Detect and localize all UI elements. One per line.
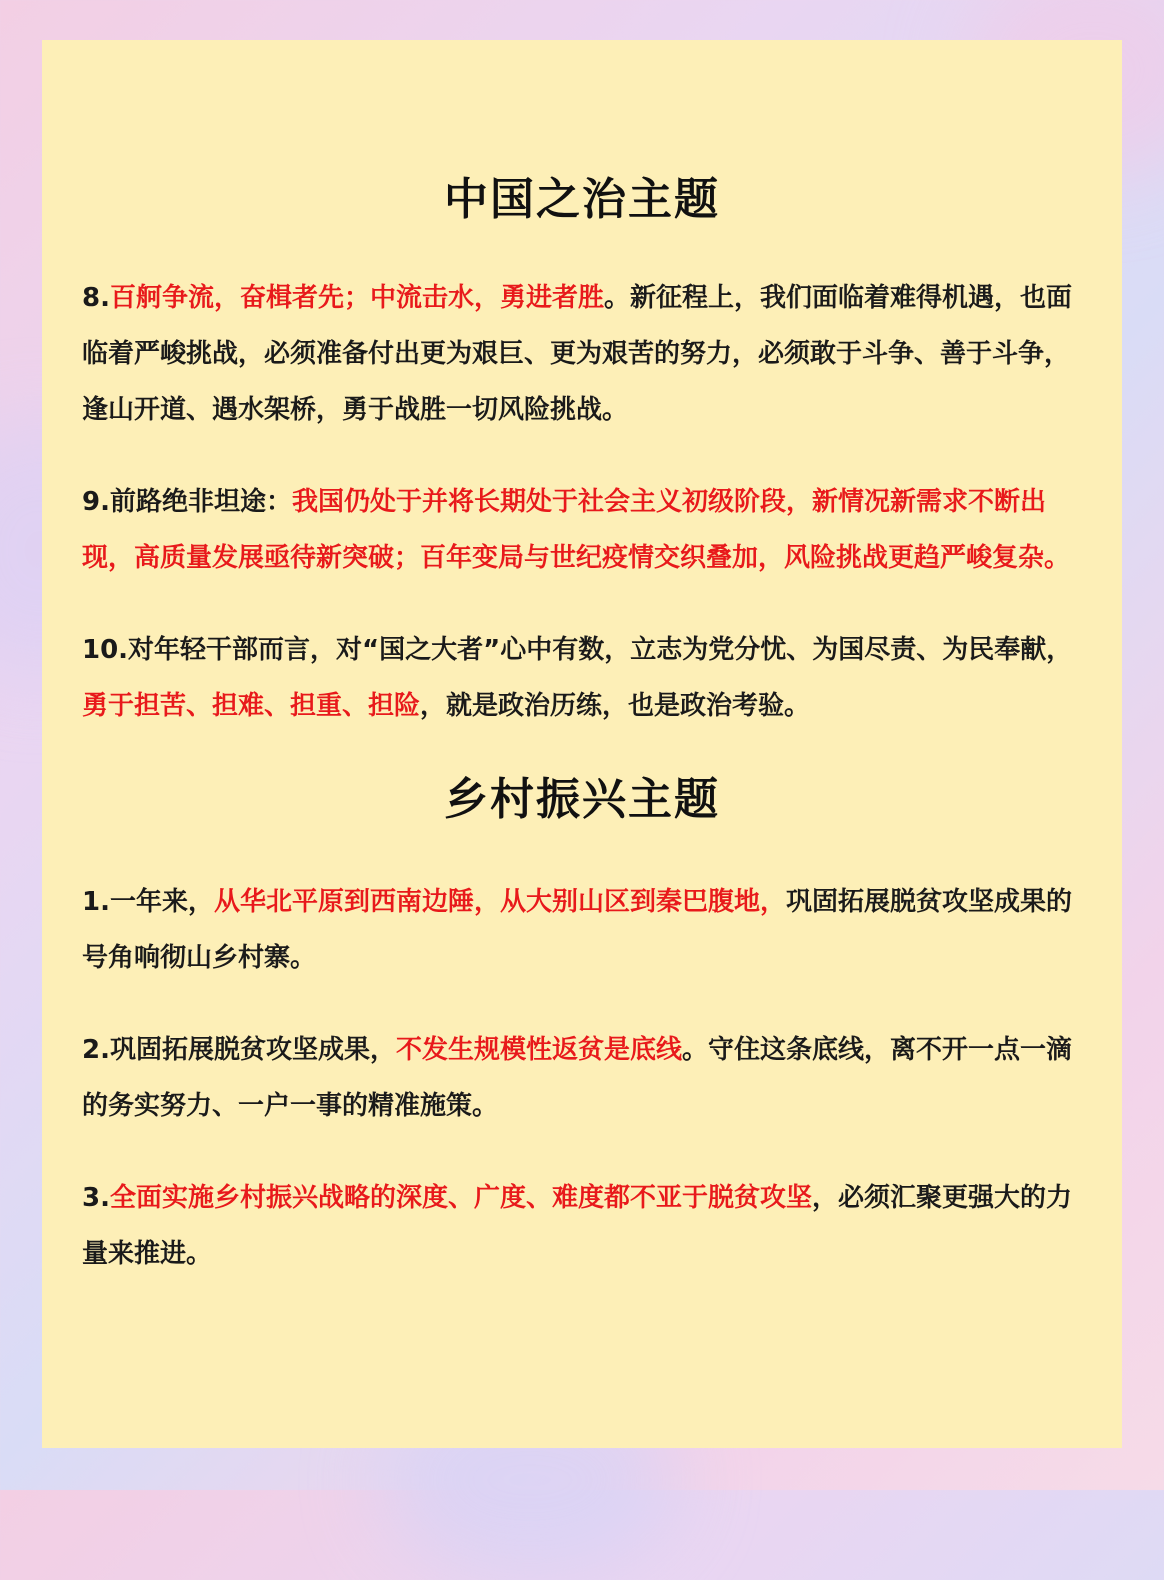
item-highlight: 从华北平原到西南边陲，从大别山区到秦巴腹地， [213,887,786,917]
item-prefix: 2.巩固拓展脱贫攻坚成果， [82,1035,396,1065]
paragraph-item-1 [82,874,1082,986]
item-suffix: 。新征程上，我们面临着难得机遇，也面临着严峻挑战，必须准备付出更为艰巨、更为艰苦的努力，必须敢于斗争、善于斗争，逢山开道、遇水架桥，勇于战胜一切风险挑战。 [82,283,1072,425]
paragraph-item-10 [82,622,1082,734]
item-suffix: ，就是政治历练，也是政治考验。 [420,691,811,721]
item-prefix: 1.一年来， [82,887,214,917]
item-prefix: 10.对年轻干部而言，对“国之大者”心中有数，立志为党分忧、为国尽责、为民奉献， [82,635,1073,665]
item-highlight: 百舸争流，奋楫者先；中流击水，勇进者胜 [109,283,604,313]
paragraph-item-9 [82,474,1082,586]
paragraph-item-2 [82,1022,1082,1134]
item-suffix: ，必须汇聚更强大的力量来推进。 [82,1183,1072,1269]
item-highlight: 勇于担苦、担难、担重、担险 [82,691,421,721]
item-highlight: 不发生规模性返贫是底线 [395,1035,682,1065]
item-prefix: 3. [82,1183,110,1213]
section-title-rural-revitalization: 乡村振兴主题 [444,774,720,825]
content-card [42,40,1122,1448]
item-highlight: 我国仍处于并将长期处于社会主义初级阶段，新情况新需求不断出现，高质量发展亟待新突破；百年变局与世纪疫情交织叠加，风险挑战更趋严峻复杂。 [82,487,1071,573]
item-prefix: 9.前路绝非坦途： [82,487,292,517]
paragraph-item-8 [82,270,1082,438]
item-suffix: 。守住这条底线，离不开一点一滴的务实努力、一户一事的精准施策。 [82,1035,1072,1121]
item-suffix: 巩固拓展脱贫攻坚成果的号角响彻山乡村寨。 [82,887,1072,973]
paragraph-item-3 [82,1170,1082,1282]
section-title-governance: 中国之治主题 [444,174,720,225]
item-highlight: 全面实施乡村振兴战略的深度、广度、难度都不亚于脱贫攻坚 [109,1183,812,1213]
item-prefix: 8. [82,283,110,313]
